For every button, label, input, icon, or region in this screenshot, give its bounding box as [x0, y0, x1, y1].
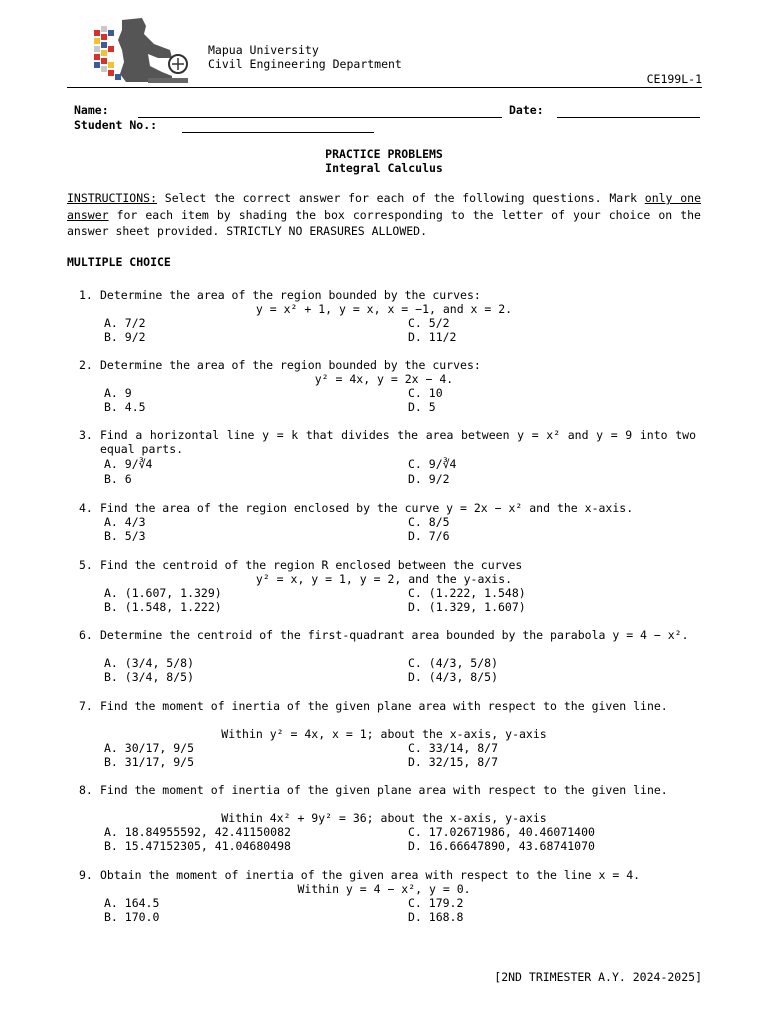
section-title: MULTIPLE CHOICE [67, 255, 171, 269]
option-c: C. 33/14, 8/7 [408, 741, 499, 755]
name-label: Name: [74, 103, 109, 117]
option-c: C. (4/3, 5/8) [408, 656, 499, 670]
option-b: B. 31/17, 9/5 [104, 755, 195, 769]
option-a: A. 30/17, 9/5 [104, 741, 195, 755]
option-c: C. 5/2 [408, 316, 450, 330]
date-label: Date: [509, 103, 544, 117]
header-divider [67, 87, 702, 88]
option-b: B. 5/3 [104, 529, 146, 543]
option-c: C. 10 [408, 386, 443, 400]
option-a: A. 9 [104, 386, 132, 400]
option-a: A. (3/4, 5/8) [104, 656, 195, 670]
option-d: D. 9/2 [408, 472, 450, 486]
option-b: B. (1.548, 1.222) [104, 600, 222, 614]
instructions: INSTRUCTIONS: Select the correct answer for each of the following questions. Mark only one answer for each item by shading the box corresponding to the letter of your choice on the answer sheet provided. STRICTLY NO ERASURES ALLOWED. [67, 191, 702, 238]
option-c: C. 179.2 [408, 896, 464, 910]
course-code: CE199L-1 [646, 72, 702, 86]
option-d: D. 11/2 [408, 330, 457, 344]
option-b: B. 6 [104, 472, 132, 486]
option-b: B. 9/2 [104, 330, 146, 344]
student-no-field[interactable] [182, 132, 374, 133]
option-a: A. 164.5 [104, 896, 160, 910]
page-title: PRACTICE PROBLEMS [325, 147, 443, 161]
university-logo-icon [92, 14, 196, 86]
option-a: A. 9/∛4 [104, 457, 153, 471]
date-field[interactable] [557, 117, 700, 118]
instructions-emphasis: only one answer [67, 191, 702, 222]
option-a: A. 18.84955592, 42.41150082 [104, 825, 291, 839]
option-d: D. 168.8 [408, 910, 464, 924]
option-d: D. (4/3, 8/5) [408, 670, 499, 684]
option-a: A. 7/2 [104, 316, 146, 330]
instructions-label: INSTRUCTIONS: [67, 191, 158, 205]
department-name: Civil Engineering Department [208, 57, 402, 71]
option-c: C. 8/5 [408, 515, 450, 529]
option-a: A. 4/3 [104, 515, 146, 529]
option-b: B. 4.5 [104, 400, 146, 414]
option-b: B. 170.0 [104, 910, 160, 924]
footer-term: [2ND TRIMESTER A.Y. 2024-2025] [494, 970, 702, 984]
student-no-label: Student No.: [74, 118, 158, 132]
option-a: A. (1.607, 1.329) [104, 586, 222, 600]
option-c: C. (1.222, 1.548) [408, 586, 526, 600]
name-field[interactable] [138, 117, 502, 118]
option-b: B. 15.47152305, 41.04680498 [104, 839, 291, 853]
option-d: D. 5 [408, 400, 436, 414]
page-subtitle: Integral Calculus [325, 161, 443, 175]
option-b: B. (3/4, 8/5) [104, 670, 195, 684]
option-d: D. 16.66647890, 43.68741070 [408, 839, 595, 853]
option-c: C. 17.02671986, 40.46071400 [408, 825, 595, 839]
option-d: D. (1.329, 1.607) [408, 600, 526, 614]
option-c: C. 9/∛4 [408, 457, 457, 471]
option-d: D. 7/6 [408, 529, 450, 543]
university-name: Mapua University [208, 43, 319, 57]
option-d: D. 32/15, 8/7 [408, 755, 499, 769]
